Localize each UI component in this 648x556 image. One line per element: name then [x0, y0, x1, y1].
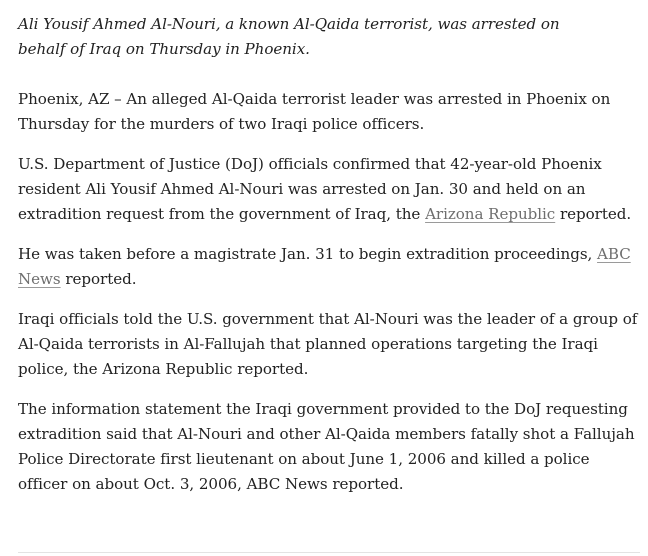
paragraph-2-text: U.S. Department of Justice (DoJ) officials confirmed that 42-year-old Phoenix resident Ali Yousif Ahmed Al-Nouri was arrested on Jan. 30 and held on an extradition request from the government of Iraq, the [18, 155, 602, 223]
caption-line-2: behalf of Iraq on Thursday in Phoenix. [18, 40, 310, 58]
paragraph-2 [18, 152, 642, 227]
arizona-republic-link[interactable]: Arizona Republic [425, 205, 556, 223]
paragraph-3-text-end: reported. [60, 270, 137, 288]
paragraph-3-text: He was taken before a magistrate Jan. 31 to begin extradition proceedings, [18, 245, 598, 263]
abc-news-link[interactable]: ABC News [18, 245, 631, 288]
image-caption [18, 12, 642, 62]
article-body [18, 12, 642, 512]
paragraph-3 [18, 242, 642, 292]
paragraph-2-text-end: reported. [555, 205, 632, 223]
paragraph-5: The information statement the Iraqi government provided to the DoJ requesting extradition said that Al-Nouri and other Al-Qaida members fatally shot a Fallujah Police Directorate first lieutenant on about June 1, 2006 and killed a police officer on about Oct. 3, 2006, ABC News reported. [18, 400, 635, 493]
caption-line-1: Ali Yousif Ahmed Al-Nouri, a known Al-Qaida terrorist, was arrested on [18, 15, 560, 33]
paragraph-1: Phoenix, AZ – An alleged Al-Qaida terrorist leader was arrested in Phoenix on Thursday for the murders of two Iraqi police officers. [18, 90, 611, 133]
paragraph-4: Iraqi officials told the U.S. government that Al-Nouri was the leader of a group of Al-Qaida terrorists in Al-Fallujah that planned operations targeting the Iraqi police, the Arizona Republic reported. [18, 310, 638, 378]
section-divider [18, 552, 640, 553]
